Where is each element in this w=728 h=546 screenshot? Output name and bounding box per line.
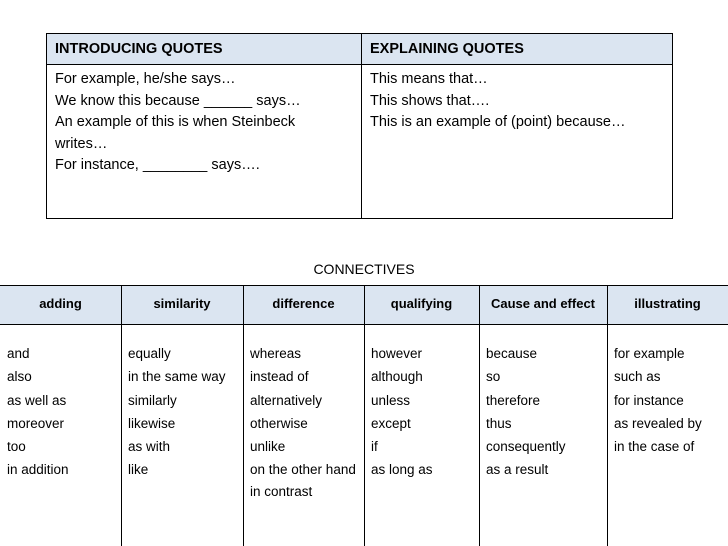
connective-word: also (7, 369, 32, 385)
introducing-quote-line: An example of this is when Steinbeck (55, 114, 296, 130)
connective-word: thus (486, 415, 512, 431)
similarity-column (121, 325, 243, 546)
header-qualifying: qualifying (390, 296, 453, 311)
explaining-quotes-cell (362, 65, 672, 218)
connective-word: like (128, 462, 149, 478)
connective-word: unless (371, 392, 411, 408)
connective-word: as a result (486, 462, 549, 478)
connective-word: except (371, 415, 411, 431)
connective-word: as with (128, 439, 171, 455)
connective-word: on the other hand (250, 462, 356, 478)
connective-word: in the same way (128, 369, 226, 385)
explaining-quote-line: This shows that…. (370, 92, 490, 109)
explaining-quote-line: This means that… (370, 71, 488, 87)
connectives-table (0, 285, 728, 546)
explaining-quote-line: This is an example of (point) because… (370, 114, 626, 130)
illustrating-column (607, 325, 728, 546)
connective-word: likewise (128, 415, 176, 431)
connective-word: such as (614, 369, 661, 385)
connective-word: as well as (7, 392, 67, 408)
quotes-table (46, 33, 673, 219)
header-similarity: similarity (153, 296, 211, 311)
connective-word: for example (614, 346, 685, 361)
connective-word: in the case of (614, 439, 695, 455)
connective-word: although (371, 369, 423, 385)
introducing-quote-line: For example, he/she says… (55, 71, 236, 87)
introducing-quote-line: writes… (55, 135, 108, 152)
header-cause-and-effect: Cause and effect (490, 296, 596, 311)
connectives-title: CONNECTIVES (313, 261, 415, 277)
connective-word: too (7, 439, 26, 455)
introducing-quotes-cell (47, 65, 362, 218)
difference-column (243, 325, 364, 546)
connective-word: whereas (250, 346, 302, 361)
connective-word: otherwise (250, 415, 308, 431)
connective-word: as revealed by (614, 415, 702, 431)
connective-word: as long as (371, 462, 433, 478)
connective-word: so (486, 369, 501, 385)
connective-word: in contrast (250, 484, 313, 500)
introducing-quote-line: We know this because ______ says… (55, 92, 301, 109)
header-illustrating: illustrating (634, 296, 701, 311)
introducing-quotes-header: INTRODUCING QUOTES (47, 34, 362, 65)
connective-word: and (7, 346, 30, 361)
header-difference: difference (272, 296, 335, 311)
connective-word: for instance (614, 392, 684, 408)
connective-word: unlike (250, 439, 286, 455)
adding-column (0, 325, 121, 546)
header-adding: adding (39, 296, 82, 311)
connective-word: similarly (128, 392, 177, 408)
explaining-quotes-header: EXPLAINING QUOTES (362, 34, 672, 65)
connective-word: moreover (7, 415, 65, 431)
qualifying-column (364, 325, 479, 546)
connective-word: equally (128, 346, 171, 361)
connective-word: in addition (7, 462, 69, 478)
connective-word: if (371, 439, 378, 455)
connective-word: however (371, 346, 423, 361)
connective-word: instead of (250, 369, 309, 385)
connective-word: consequently (486, 439, 566, 455)
connective-word: because (486, 346, 538, 361)
connective-word: alternatively (250, 392, 323, 408)
connective-word: therefore (486, 392, 541, 408)
cause-and-effect-column (479, 325, 607, 546)
introducing-quote-line: For instance, ________ says…. (55, 157, 260, 173)
